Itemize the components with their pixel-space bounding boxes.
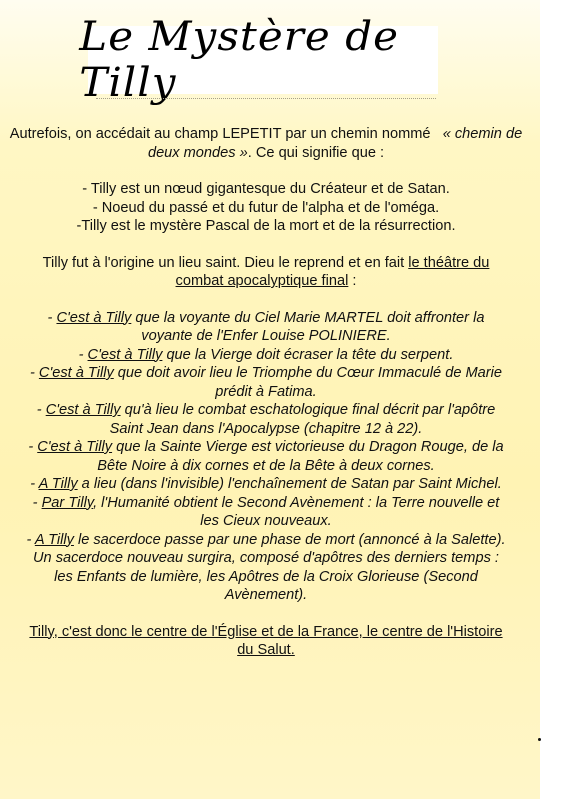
list-item: - A Tilly a lieu (dans l'invisible) l'enchaînement de Satan par Saint Michel.: [30, 476, 502, 492]
saint-underlined-end: combat apocalyptique final: [175, 273, 349, 289]
list-item: - C'est à Tilly que la voyante du Ciel Marie MARTEL doit affronter la: [47, 309, 485, 326]
saint-line-1: [0, 254, 532, 273]
tilly-list: [0, 309, 532, 605]
list-item-continuation: Bête Noire à dix cornes et de la Bête à deux cornes.: [97, 457, 435, 474]
document-body: [0, 125, 532, 660]
conclusion-line-2: du Salut.: [237, 642, 295, 658]
list-item: - C'est à Tilly qu'à lieu le combat eschatologique final décrit par l'apôtre: [36, 402, 496, 418]
list-item: - Par Tilly, l'Humanité obtient le Second Avènement : la Terre nouvelle et: [32, 494, 500, 511]
sacerdoce-line: Avènement).: [224, 587, 308, 603]
list-item-continuation: prédit à Fatima.: [215, 383, 317, 400]
saint-text: Tilly fut à l'origine un lieu saint. Dieu le reprend et en fait: [42, 254, 409, 271]
intro-quote-start: « chemin de: [442, 126, 523, 142]
sacerdoce-line: Un sacerdoce nouveau surgira, composé d'apôtres des derniers temps :: [33, 550, 499, 566]
point-item: -Tilly est le mystère Pascal de la mort et de la résurrection.: [76, 218, 456, 234]
page-title: Le Mystère de Tilly: [79, 14, 400, 106]
title-box: [79, 14, 438, 106]
saint-line-2: [0, 272, 532, 291]
list-item-continuation: les Cieux nouveaux.: [200, 513, 332, 529]
conclusion-line-1: Tilly, c'est donc le centre de l'Église et de la France, le centre de l'Histoire: [29, 623, 503, 640]
list-item: - C'est à Tilly que la Vierge doit écraser la tête du serpent.: [78, 346, 454, 363]
intro-quote-end: deux mondes »: [147, 144, 248, 161]
point-item: - Noeud du passé et du futur de l'alpha et de l'oméga.: [92, 199, 440, 216]
spacer: [0, 162, 532, 180]
scan-speck: [538, 738, 541, 741]
saint-colon: :: [348, 273, 357, 289]
list-item: - A Tilly le sacerdoce passe par une phase de mort (annoncé à la Salette).: [26, 531, 506, 548]
sacerdoce-line: les Enfants de lumière, les Apôtres de la Croix Glorieuse (Second: [54, 568, 478, 585]
saint-underlined: le théâtre du: [408, 254, 490, 271]
spacer: [0, 605, 532, 623]
list-item: - C'est à Tilly que doit avoir lieu le Triomphe du Cœur Immaculé de Marie: [29, 365, 502, 381]
spacer: [0, 291, 532, 309]
title-divider: [96, 98, 436, 99]
intro-line-2: [0, 144, 532, 163]
intro-text: Autrefois, on accédait au champ LEPETIT par un chemin nommé: [9, 126, 431, 142]
list-item-continuation: voyante de l'Enfer Louise POLINIERE.: [141, 328, 391, 344]
point-item: - Tilly est un nœud gigantesque du Créateur et de Satan.: [82, 181, 450, 197]
list-item: - C'est à Tilly que la Sainte Vierge est victorieuse du Dragon Rouge, de la: [28, 439, 504, 455]
intro-line-1: [0, 125, 532, 144]
list-item-continuation: Saint Jean dans l'Apocalypse (chapitre 12 à 22).: [109, 420, 423, 437]
intro-text-end: . Ce qui signifie que :: [247, 144, 385, 161]
spacer: [0, 236, 532, 254]
